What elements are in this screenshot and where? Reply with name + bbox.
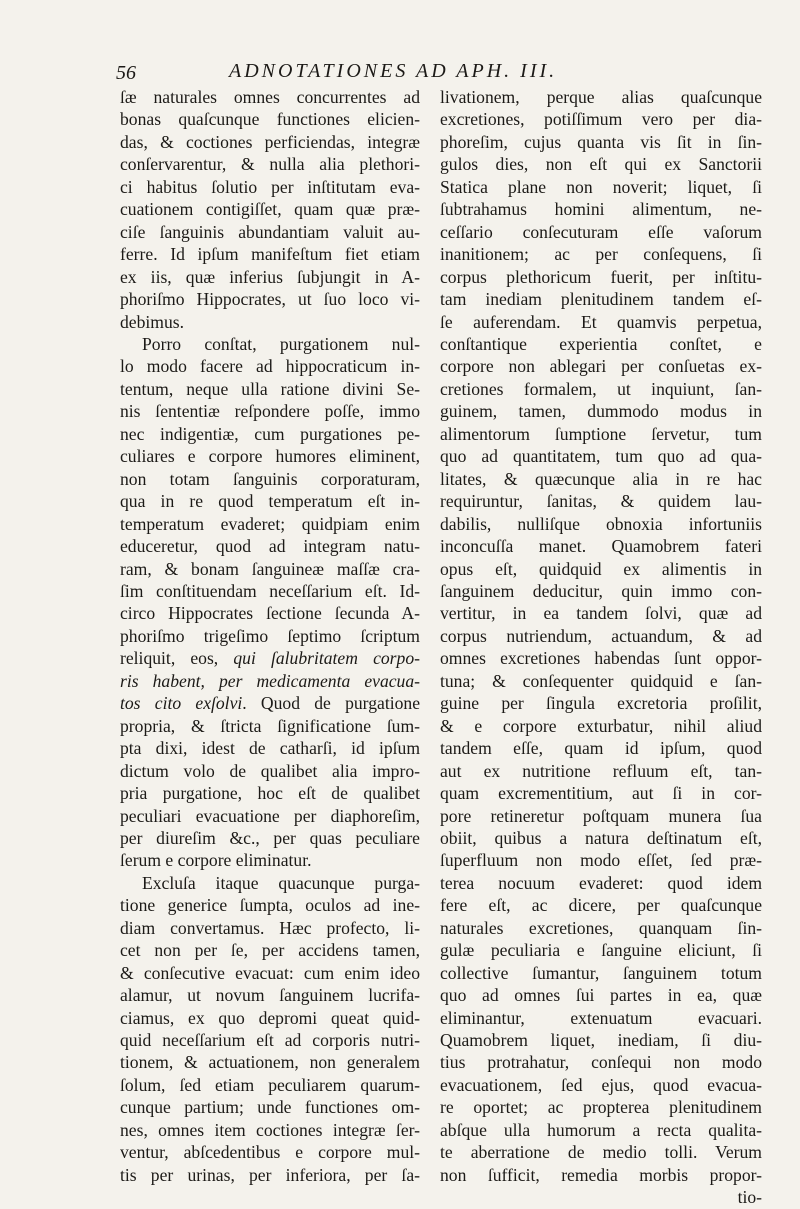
text-line (440, 490, 762, 512)
text-line (120, 1119, 420, 1141)
line-text: ferre. Id ipſum manifeſtum fiet etiam (120, 244, 420, 265)
line-text: corpus plethoricum fuerit, per inſtitu- (440, 266, 762, 287)
line-text: guinem, tamen, dummodo modus in (440, 401, 762, 422)
text-line (440, 513, 762, 535)
text-line (120, 1141, 420, 1163)
text-line (440, 647, 762, 669)
line-text: lo modo facere ad hippocraticum in- (120, 356, 420, 377)
line-text: cretiones formalem, ut inquiunt, ſan- (440, 378, 762, 399)
text-line (440, 423, 762, 445)
text-line (120, 490, 420, 512)
text-line (440, 535, 762, 557)
text-line (440, 602, 762, 624)
text-line (120, 108, 420, 130)
line-text: diam convertamus. Hæc profecto, li- (120, 917, 420, 938)
line-text: ſubtrahamus homini alimentum, ne- (440, 199, 762, 220)
line-text: tandem eſſe, quam id ipſum, quod (440, 738, 762, 759)
line-text: per diureſim &c., per quas peculiare (120, 827, 420, 848)
text-line (120, 400, 420, 422)
text-line (440, 1164, 762, 1186)
line-text: Statica plane non noverit; liquet, ſi (440, 176, 762, 197)
text-line (440, 1096, 762, 1118)
text-line (120, 176, 420, 198)
line-text: temperatum evaderet; quidpiam enim (120, 513, 420, 534)
line-text: qua in re quod temperatum eſt in- (120, 491, 420, 512)
line-text: quo ad quantitatem, tum quo ad qua- (440, 446, 762, 467)
line-text: Porro conſtat, purgationem nul- (142, 333, 420, 354)
line-text: litates, & quæcunque alia in re hac (440, 468, 762, 489)
line-text: ſanguinem deducitur, quin immo con- (440, 580, 762, 601)
line-text: cuationem contigiſſet, quam quæ præ- (120, 199, 420, 220)
line-text: circo Hippocrates ſectione ſecunda A- (120, 603, 420, 624)
line-text: nec indigentiæ, cum purgationes pe- (120, 423, 420, 444)
text-line (120, 423, 420, 445)
line-text: omnes excretiones habendas ſunt oppor- (440, 648, 762, 669)
line-text: livationem, perque alias quaſcunque (440, 87, 762, 107)
line-text: eliminantur, extenuatum evacuari. (440, 1007, 762, 1028)
text-line (120, 378, 420, 400)
text-line (440, 355, 762, 377)
text-line (120, 198, 420, 220)
text-line (120, 1096, 420, 1118)
line-text: inanitionem; ac per conſequens, ſi (440, 244, 762, 265)
text-line (440, 468, 762, 490)
line-text: naturales excretiones, quanquam ſin- (440, 917, 762, 938)
line-text: ciſe ſanguinis abundantiam valuit au- (120, 221, 420, 242)
text-line (440, 311, 762, 333)
line-text: ram, & bonam ſanguineæ maſſæ cra- (120, 558, 420, 579)
text-line (120, 849, 420, 871)
line-text: collective ſumantur, ſanguinem totum (440, 962, 762, 983)
text-line (440, 198, 762, 220)
line-text: nis ſententiæ reſpondere poſſe, immo (120, 401, 420, 422)
text-line (440, 939, 762, 961)
text-line (440, 1074, 762, 1096)
line-text: pta dixi, idest de catharſi, id ipſum (120, 738, 420, 759)
italic-quotation: ris habent, per medicamenta evacua- (120, 670, 420, 691)
text-line (440, 221, 762, 243)
text-line (120, 782, 420, 804)
text-line (440, 1141, 762, 1163)
line-text: tius protrahatur, conſequi non modo (440, 1052, 762, 1073)
line-text: excretiones, potiſſimum vero per dia- (440, 109, 762, 130)
line-text: terea nocuum evaderet: quod idem (440, 872, 762, 893)
line-text: quam excrementitium, aut ſi in cor- (440, 783, 762, 804)
line-text: & conſecutive evacuat: cum enim ideo (120, 962, 420, 983)
text-line (440, 131, 762, 153)
text-line (120, 1164, 420, 1186)
text-line (440, 625, 762, 647)
text-line (120, 558, 420, 580)
text-line (120, 86, 420, 108)
line-text: gulos dies, non eſt qui ex Sanctorii (440, 154, 762, 175)
line-text: tio- (737, 1187, 762, 1208)
line-text: pria purgatione, hoc eſt de qualibet (120, 783, 420, 804)
text-line (120, 647, 420, 669)
line-text: vertitur, in ea tandem ſolvi, quæ ad (440, 603, 762, 624)
line-text: phoriſmo trigeſimo ſeptimo ſcriptum (120, 625, 420, 646)
line-text: culiares e corpore humores eliminent, (120, 446, 420, 467)
text-line (120, 760, 420, 782)
line-text: Quamobrem liquet, inediam, ſi diu- (440, 1030, 762, 1051)
line-text: ſerum e corpore eliminatur. (120, 850, 312, 871)
line-text: alimentorum ſumptione ſervetur, tum (440, 423, 762, 444)
text-line (440, 827, 762, 849)
line-text: ceſſario conſecuturam eſſe vaſorum (440, 221, 762, 242)
text-line (440, 1007, 762, 1029)
line-text: obiit, quibus a natura deſtinatum eſt, (440, 827, 762, 848)
text-line (120, 445, 420, 467)
left-text-column (120, 86, 420, 1186)
line-text: propria, & ſtricta ſignificatione ſum- (120, 715, 420, 736)
line-text: te aberratione de medio tolli. Verum (440, 1142, 762, 1163)
line-text: peculiari evacuatione per diaphoreſim, (120, 805, 420, 826)
text-line (120, 221, 420, 243)
line-text: corpore non ablegari per conſuetas ex- (440, 356, 762, 377)
text-line (120, 715, 420, 737)
text-line (440, 872, 762, 894)
line-text: evacuationem, ſed ejus, quod evacua- (440, 1074, 762, 1095)
line-text: tentum, neque ulla ratione divini Se- (120, 378, 420, 399)
line-text: phoriſmo Hippocrates, ut ſuo loco vi- (120, 289, 420, 310)
text-line (120, 872, 420, 894)
text-line (120, 580, 420, 602)
text-line (120, 333, 420, 355)
text-line (120, 355, 420, 377)
text-line (120, 805, 420, 827)
line-text: quo ad omnes ſui partes in ea, quæ (440, 985, 762, 1006)
text-line (440, 243, 762, 265)
text-line (440, 849, 762, 871)
line-text: & e corpore exturbatur, nihil aliud (440, 715, 762, 736)
line-text: non ſufficit, remedia morbis propor- (440, 1164, 762, 1185)
text-line (440, 894, 762, 916)
text-line (120, 1007, 420, 1029)
text-line (120, 602, 420, 624)
italic-quotation: qui ſalubritatem corpo- (233, 648, 420, 669)
line-text: conſervarentur, & nulla alia plethori- (120, 154, 420, 175)
line-text: ſuperfluum non modo eſſet, ſed præ- (440, 850, 762, 871)
line-text: guine per ſingula excretoria proſilit, (440, 693, 762, 714)
line-text: das, & coctiones perficiendas, integræ (120, 131, 420, 152)
text-line (120, 513, 420, 535)
text-line (440, 86, 762, 108)
text-line (440, 333, 762, 355)
line-text: quid neceſſarium eſt ad corporis nutri- (120, 1030, 420, 1051)
text-line (440, 670, 762, 692)
text-line (120, 153, 420, 175)
text-line (120, 625, 420, 647)
line-text: abſque ulla humorum a recta qualita- (440, 1119, 762, 1140)
text-line (440, 805, 762, 827)
text-line (120, 311, 420, 333)
page-header (116, 58, 760, 84)
text-line (440, 1119, 762, 1141)
line-text: ſolum, ſed etiam peculiarem quarum- (120, 1074, 420, 1095)
line-text: Excluſa itaque quacunque purga- (142, 872, 420, 893)
line-text: tione generice ſumpta, oculos ad ine- (120, 895, 420, 916)
text-line (120, 737, 420, 759)
text-line (440, 962, 762, 984)
text-line (440, 580, 762, 602)
line-text: aut ex nutritione refluum eſt, tan- (440, 760, 762, 781)
text-line (440, 108, 762, 130)
text-line (440, 1029, 762, 1051)
text-line (120, 1029, 420, 1051)
text-line (440, 1051, 762, 1073)
line-text: tis per urinas, per inferiora, per ſa- (120, 1164, 420, 1185)
text-line (440, 917, 762, 939)
text-line (120, 1074, 420, 1096)
text-line (440, 378, 762, 400)
text-line (120, 1051, 420, 1073)
line-text: cet non per ſe, per accidens tamen, (120, 940, 420, 961)
text-line (440, 715, 762, 737)
line-text: . Quod de purgatione (242, 693, 420, 714)
line-text: corpus nutriendum, actuandum, & ad (440, 625, 762, 646)
text-line (120, 468, 420, 490)
line-text: phoreſim, cujus quanta vis ſit in ſin- (440, 131, 762, 152)
text-line (120, 288, 420, 310)
line-text: ciamus, ex quo depromi queat quid- (120, 1007, 420, 1028)
line-text: pore retineretur poſtquam munera ſua (440, 805, 762, 826)
line-text: fere eſt, ac dicere, per quaſcunque (440, 895, 762, 916)
line-text: nes, omnes item coctiones integræ ſer- (120, 1119, 420, 1140)
text-line (120, 131, 420, 153)
line-text: ſim conſtituendam neceſſarium eſt. Id- (120, 580, 420, 601)
line-text: ventur, abſcedentibus e corpore mul- (120, 1142, 420, 1163)
text-line (120, 984, 420, 1006)
text-line (440, 176, 762, 198)
right-text-column (440, 86, 762, 1209)
text-line (120, 266, 420, 288)
text-line (440, 288, 762, 310)
line-text: bonas quaſcunque functiones elicien- (120, 109, 420, 130)
line-text: non totam ſanguinis corporaturam, (120, 468, 420, 489)
text-line (440, 1186, 762, 1208)
line-text: gulæ peculiaria e ſanguine eliciunt, ſi (440, 940, 762, 961)
page-number: 56 (116, 62, 136, 84)
line-text: dictum volo de qualibet alia impro- (120, 760, 420, 781)
line-text: conſtantique experientia conſtet, e (440, 333, 762, 354)
line-text: educeretur, quod ad integram natu- (120, 536, 420, 557)
text-line (120, 243, 420, 265)
italic-quotation: tos cito exſolvi (120, 693, 243, 714)
text-line (120, 917, 420, 939)
text-line (120, 670, 420, 692)
running-head: ADNOTATIONES AD APH. III. (229, 60, 558, 82)
line-text: ſe auferendam. Et quamvis perpetua, (440, 311, 762, 332)
text-line (120, 827, 420, 849)
line-text: cunque partium; unde functiones om- (120, 1097, 420, 1118)
line-text: re oportet; ac propterea plenitudinem (440, 1097, 762, 1118)
line-text: dabilis, nulliſque obnoxia infortuniis (440, 513, 762, 534)
text-line (440, 984, 762, 1006)
line-text: tionem, & actuationem, non generalem (120, 1052, 420, 1073)
text-line (440, 692, 762, 714)
line-text: opus eſt, quidquid ex alimentis in (440, 558, 762, 579)
line-text: tuna; & conſequenter quidquid e ſan- (440, 670, 762, 691)
text-line (120, 535, 420, 557)
text-line (120, 692, 420, 714)
line-text: tam inediam plenitudinem tandem eſ- (440, 289, 762, 310)
text-line (120, 894, 420, 916)
line-text: ſæ naturales omnes concurrentes ad (120, 87, 420, 107)
text-line (120, 939, 420, 961)
line-text: inconcuſſa manet. Quamobrem fateri (440, 536, 762, 557)
text-line (440, 153, 762, 175)
text-line (440, 737, 762, 759)
text-line (440, 266, 762, 288)
text-line (440, 760, 762, 782)
line-text: alamur, ut novum ſanguinem lucrifa- (120, 985, 420, 1006)
text-line (440, 400, 762, 422)
text-line (440, 782, 762, 804)
text-line (120, 962, 420, 984)
line-text: ci habitus ſolutio per inſtitutam eva- (120, 176, 420, 197)
line-text: requiruntur, ſanitas, & quidem lau- (440, 491, 762, 512)
line-text: debimus. (120, 311, 185, 332)
text-line (440, 445, 762, 467)
line-text: reliquit, eos, (120, 648, 234, 669)
line-text: ex iis, quæ inferius ſubjungit in A- (120, 266, 420, 287)
text-line (440, 558, 762, 580)
